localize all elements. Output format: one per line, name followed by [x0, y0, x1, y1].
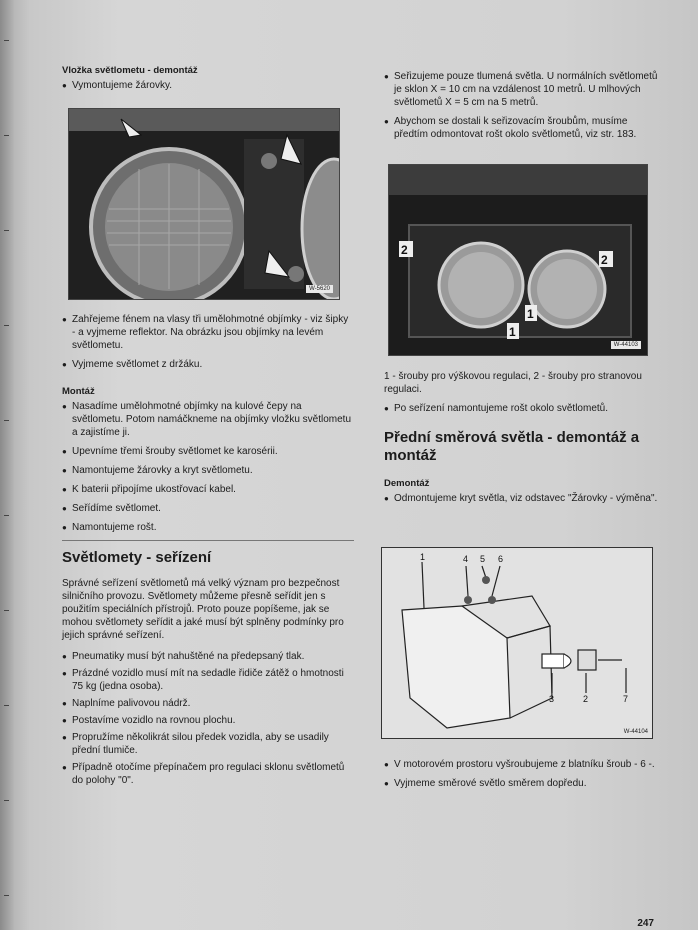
- photo2-label: 2: [401, 243, 408, 257]
- section-intro: Správné seřízení světlometů má velký význam pro bezpečnost silničního provozu. Světlomety můžeme přesně seřídit jen s použitím speciálních přístrojů. Proto pouze popíšeme, jak se mohou světlomety seřídit a jaké musí být splněny podmínky pro jejich správné seřízení.: [62, 578, 344, 641]
- insert-bullet: ● Vymontujeme žárovky.: [62, 79, 354, 92]
- headlight-adjustment-photo: [388, 164, 648, 356]
- photo2-caption: 1 - šrouby pro výškovou regulaci, 2 - šrouby pro stranovou regulaci.: [384, 371, 642, 395]
- condition-item: ● Postavíme vozidlo na rovnou plochu.: [62, 714, 354, 727]
- section-divider: [62, 540, 354, 541]
- condition-item: ● Pneumatiky musí být nahuštěné na předepsaný tlak.: [62, 650, 354, 663]
- indicator-exploded-diagram: [381, 547, 653, 739]
- headlight-photo-drawing: [69, 109, 339, 299]
- right-column-middle: [384, 370, 666, 511]
- front-indicator-title: Přední směrová světla - demontáž a montáž: [384, 429, 640, 464]
- diagram-label: 5: [480, 554, 486, 564]
- montaz-heading: Montáž: [62, 386, 95, 397]
- diagram-label: 1: [420, 552, 426, 562]
- diagram-label: 3: [549, 694, 555, 704]
- page-number: 247: [637, 918, 654, 929]
- diagram-label: 2: [583, 694, 589, 704]
- diagram-label: 4: [463, 554, 469, 564]
- demontaz-step: ● Odmontujeme kryt světla, viz odstavec "Žárovky - výměna".: [384, 492, 666, 505]
- photo2-label: 2: [601, 253, 608, 267]
- montaz-step: ● Upevníme třemi šrouby světlomet ke karosérii.: [62, 445, 354, 458]
- reflector-removal-step: ● Zahřejeme fénem na vlasy tři umělohmotné objímky - viz šipky - a vyjmeme reflektor. Na obrázku jsou objímky na levém světlometu.: [62, 313, 354, 352]
- photo2-label: 1: [509, 325, 516, 339]
- indicator-diagram-drawing: [382, 548, 652, 738]
- condition-item: ● Naplníme palivovou nádrž.: [62, 697, 354, 710]
- removal-step: ● Vyjmeme směrové světlo směrem dopředu.: [384, 777, 666, 790]
- insert-heading: Vložka světlometu - demontáž: [62, 65, 198, 76]
- condition-item: ● Případně otočíme přepínačem pro regulaci sklonu světlometů do polohy "0".: [62, 761, 354, 787]
- montaz-step: ● Namontujeme rošt.: [62, 521, 354, 534]
- diagram-code: W-44104: [623, 729, 648, 735]
- right-column-top: [384, 70, 662, 147]
- diagram-label: 6: [498, 554, 504, 564]
- montaz-step: ● Nasadíme umělohmotné objímky na kulové čepy na světlometu. Potom namáčkneme na objímky vložku světlometu a zajistíme ji.: [62, 400, 354, 439]
- montaz-step: ● Namontujeme žárovky a kryt světlometu.: [62, 464, 354, 477]
- photo1-code: W-5620: [306, 285, 333, 293]
- headlight-photo: [68, 108, 340, 300]
- diagram-label: 7: [623, 694, 629, 704]
- left-column-body: [62, 313, 354, 791]
- adjust-note: ● Seřizujeme pouze tlumená světla. U normálních světlometů je sklon X = 10 cm na vzdálenost 10 metrů. U mlhových světlometů X = 5 cm na 5 metrů.: [384, 70, 662, 109]
- headlight-adjustment-drawing: [389, 165, 647, 355]
- photo2-code: W-44103: [611, 341, 641, 349]
- right-column-bottom: [384, 758, 666, 796]
- left-column: [62, 64, 354, 98]
- removal-step: ● V motorovém prostoru vyšroubujeme z blatníku šroub - 6 -.: [384, 758, 666, 771]
- adjust-note: ● Abychom se dostali k seřizovacím šroubům, musíme předtím odmontovat rošt okolo světlometů, viz str. 183.: [384, 115, 662, 141]
- headlight-removal-step: ● Vyjmeme světlomet z držáku.: [62, 358, 354, 371]
- condition-item: ● Prázdné vozidlo musí mít na sedadle řidiče zátěž o hmotnosti 75 kg (jedna osoba).: [62, 667, 354, 693]
- section-title: Světlomety - seřízení: [62, 549, 212, 566]
- montaz-step: ● Seřídíme světlomet.: [62, 502, 354, 515]
- demontaz-heading: Demontáž: [384, 478, 430, 489]
- condition-item: ● Propružíme několikrát silou předek vozidla, aby se usadily přední tlumiče.: [62, 731, 354, 757]
- page-binding-edge: [0, 0, 14, 930]
- caption-note: ● Po seřízení namontujeme rošt okolo světlometů.: [384, 402, 666, 415]
- photo2-label: 1: [527, 307, 534, 321]
- montaz-step: ● K baterii připojíme ukostřovací kabel.: [62, 483, 354, 496]
